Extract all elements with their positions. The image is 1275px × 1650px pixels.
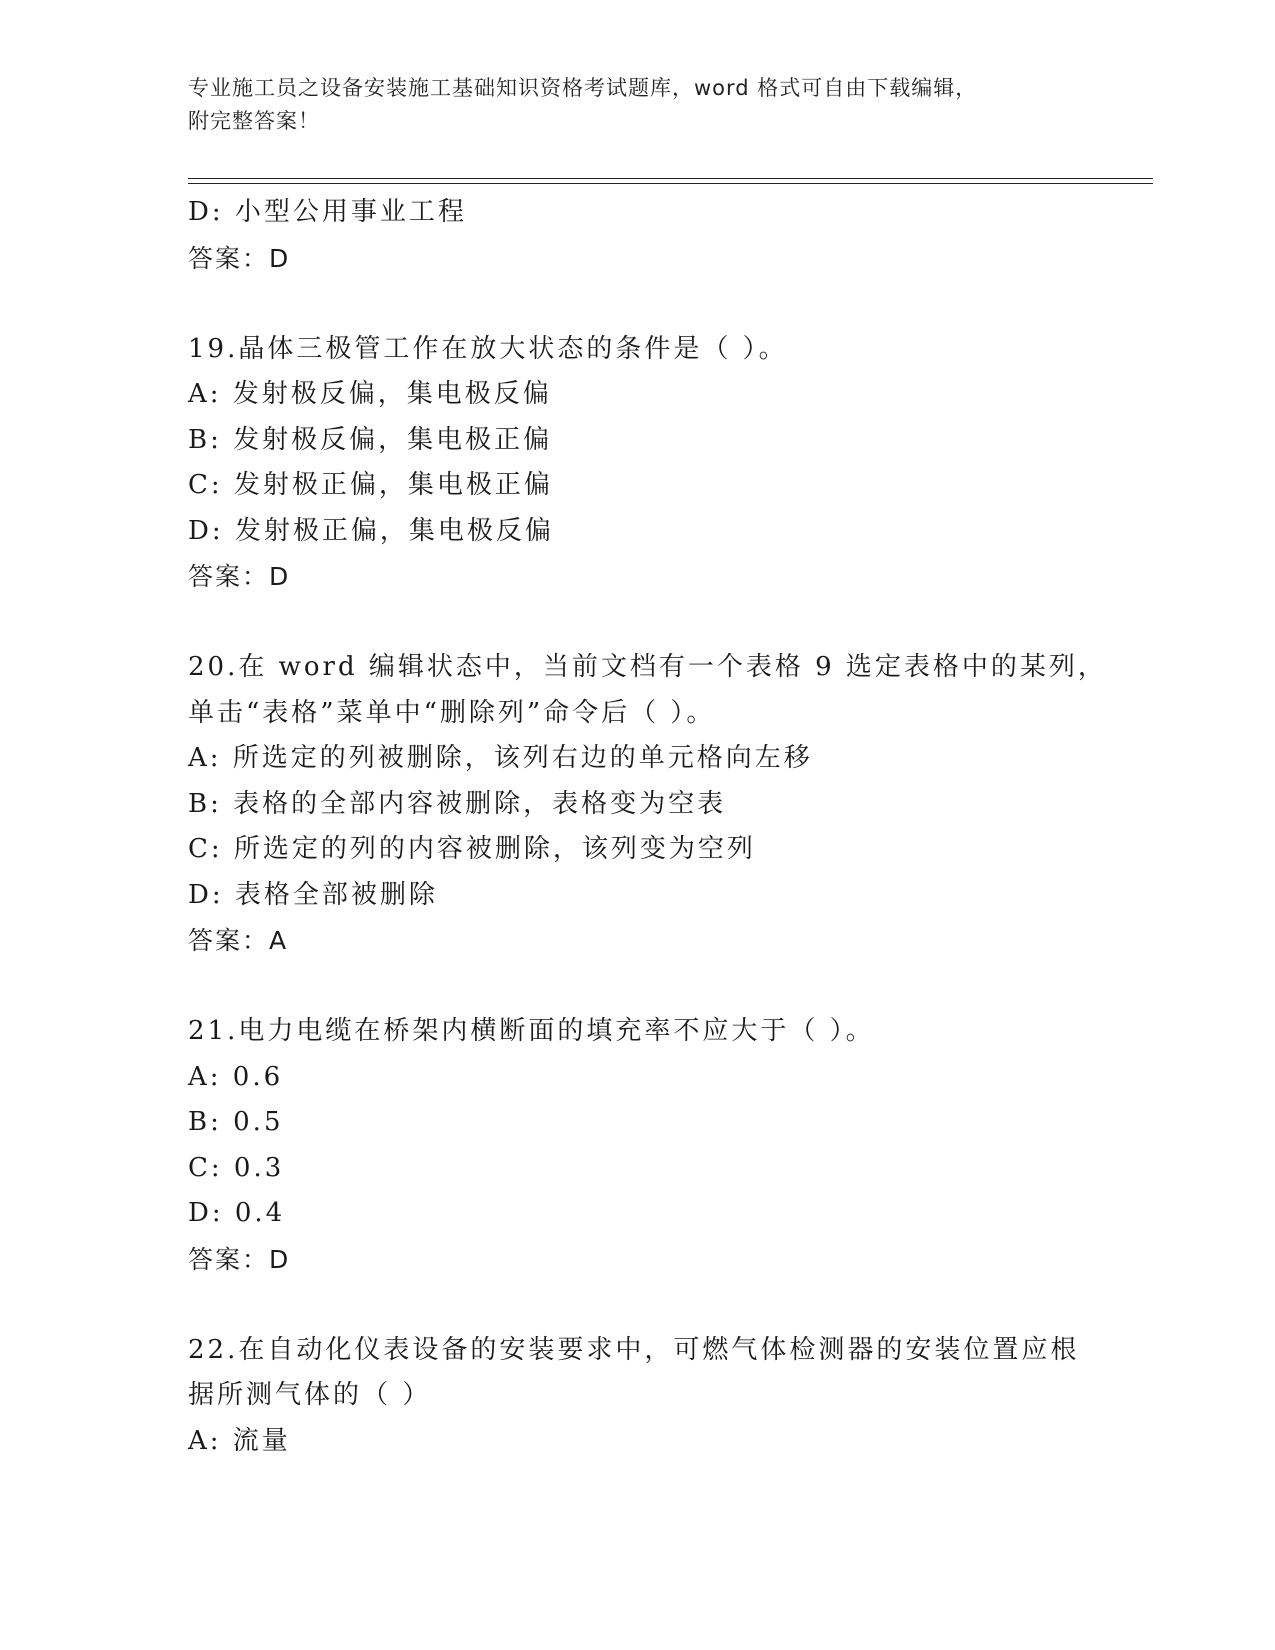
option-a: A: 所选定的列被删除，该列右边的单元格向左移 [188, 743, 813, 773]
option-b: B: 表格的全部内容被删除，表格变为空表 [188, 788, 727, 819]
answer: 答案：A [188, 926, 289, 955]
prev-option-d: D: 小型公用事业工程 [188, 197, 467, 227]
question-stem-continued: 据所测气体的（ ） [188, 1380, 432, 1410]
option-b: B: 0.5 [188, 1107, 284, 1137]
option-d: D: 0.4 [188, 1198, 286, 1228]
answer: 答案：D [188, 1244, 291, 1274]
option-b: B: 发射极反偏，集电极正偏 [188, 424, 553, 455]
option-a: A: 发射极反偏，集电极反偏 [188, 379, 552, 409]
question-list [188, 190, 1148, 1464]
question-stem: 20.在 word 编辑状态中，当前文档有一个表格 9 选定表格中的某列， [188, 652, 1107, 682]
option-c: C: 0.3 [188, 1152, 285, 1183]
prev-answer: 答案：D [188, 243, 291, 273]
header-divider-top [188, 178, 1153, 179]
option-a: A: 0.6 [188, 1061, 284, 1092]
header-divider-bottom [188, 183, 1153, 184]
answer: 答案：D [188, 562, 291, 591]
question-stem: 21.电力电缆在桥架内横断面的填充率不应大于（ ）。 [188, 1016, 875, 1046]
option-c: C: 发射极正偏，集电极正偏 [188, 470, 553, 500]
question-stem-continued: 单击“表格”菜单中“删除列”命令后（ ）。 [188, 697, 716, 728]
question-stem: 22.在自动化仪表设备的安装要求中，可燃气体检测器的安装位置应根 [188, 1334, 1080, 1365]
document-header [188, 72, 1088, 138]
spacer [188, 964, 1148, 1010]
question-stem: 19.晶体三极管工作在放大状态的条件是（ ）。 [188, 333, 788, 364]
option-c: C: 所选定的列的内容被删除，该列变为空列 [188, 834, 756, 864]
option-d: D: 表格全部被删除 [188, 879, 438, 910]
spacer [188, 600, 1148, 646]
option-a: A: 流量 [188, 1425, 291, 1456]
header-line-2: 附完整答案！ [188, 109, 320, 133]
option-d: D: 发射极正偏，集电极反偏 [188, 515, 554, 546]
spacer [188, 281, 1148, 327]
header-line-1: 专业施工员之设备安装施工基础知识资格考试题库，word 格式可自由下载编辑， [188, 76, 978, 100]
spacer [188, 1282, 1148, 1328]
